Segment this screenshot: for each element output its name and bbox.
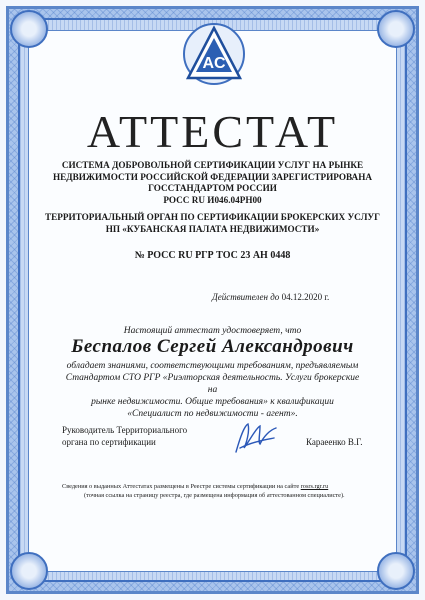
- organ-heading: [0, 212, 425, 235]
- validity: [212, 292, 329, 302]
- registry-link[interactable]: rosrs.rgr.ru: [300, 483, 329, 490]
- qualification-description: [60, 360, 365, 420]
- signer-role: [62, 425, 187, 448]
- description-line: «Специалист по недвижимости - агент».: [127, 409, 298, 419]
- organ-line: НП «КУБАНСКАЯ ПАЛАТА НЕДВИЖИМОСТИ»: [105, 223, 320, 234]
- validity-label: Действителен до: [212, 292, 280, 302]
- footer-text: Сведения о выданных Аттестатах размещены в Реестре системы сертификации на сайте: [62, 483, 300, 490]
- footer-note: (точная ссылка на страницу реестра, где размещена информация об аттестованном специалисте).: [84, 492, 345, 499]
- system-heading: [0, 160, 425, 206]
- description-line: обладает знаниями, соответствующими требованиям, предъявляемым: [66, 361, 359, 371]
- footer-line: [62, 482, 372, 491]
- corner-rosette-icon: [10, 10, 48, 48]
- system-line: СИСТЕМА ДОБРОВОЛЬНОЙ СЕРТИФИКАЦИИ УСЛУГ НА РЫНКЕ: [61, 160, 364, 170]
- certificate-number: № РОСС RU РГР ТОС 23 АН 0448: [134, 250, 291, 261]
- system-line: ГОССТАНДАРТОМ РОССИИ: [148, 183, 277, 193]
- validity-date: 04.12.2020 г.: [281, 292, 330, 302]
- handwritten-signature-icon: [230, 418, 280, 458]
- organ-line: ТЕРРИТОРИАЛЬНЫЙ ОРГАН ПО СЕРТИФИКАЦИИ БРОКЕРСКИХ УСЛУГ: [44, 212, 381, 222]
- corner-rosette-icon: [10, 552, 48, 590]
- holder-name: Беспалов Сергей Александрович: [71, 336, 354, 357]
- certificate-title: АТТЕСТАТ: [86, 106, 339, 157]
- certification-logo-icon: [182, 22, 246, 86]
- registry-footer: [62, 482, 372, 500]
- system-registration-number: РОСС RU И046.04РН00: [163, 194, 262, 205]
- logo-text: AC: [202, 55, 226, 72]
- description-line: Стандартом СТО РГР «Риэлторская деятельность. Услуги брокерские на: [65, 373, 360, 395]
- signer-role-line: Руководитель Территориального: [62, 425, 188, 435]
- system-line: НЕДВИЖИМОСТИ РОССИЙСКОЙ ФЕДЕРАЦИИ ЗАРЕГИСТРИРОВАНА: [53, 171, 372, 182]
- intro-text: Настоящий аттестат удостоверяет, что: [123, 326, 302, 336]
- corner-rosette-icon: [377, 10, 415, 48]
- signer-role-line: органа по сертификации: [62, 436, 156, 447]
- corner-rosette-icon: [377, 552, 415, 590]
- signer-name: Караеенко В.Г.: [306, 437, 363, 447]
- description-line: рынке недвижимости. Общие требования» к квалификации: [91, 397, 334, 407]
